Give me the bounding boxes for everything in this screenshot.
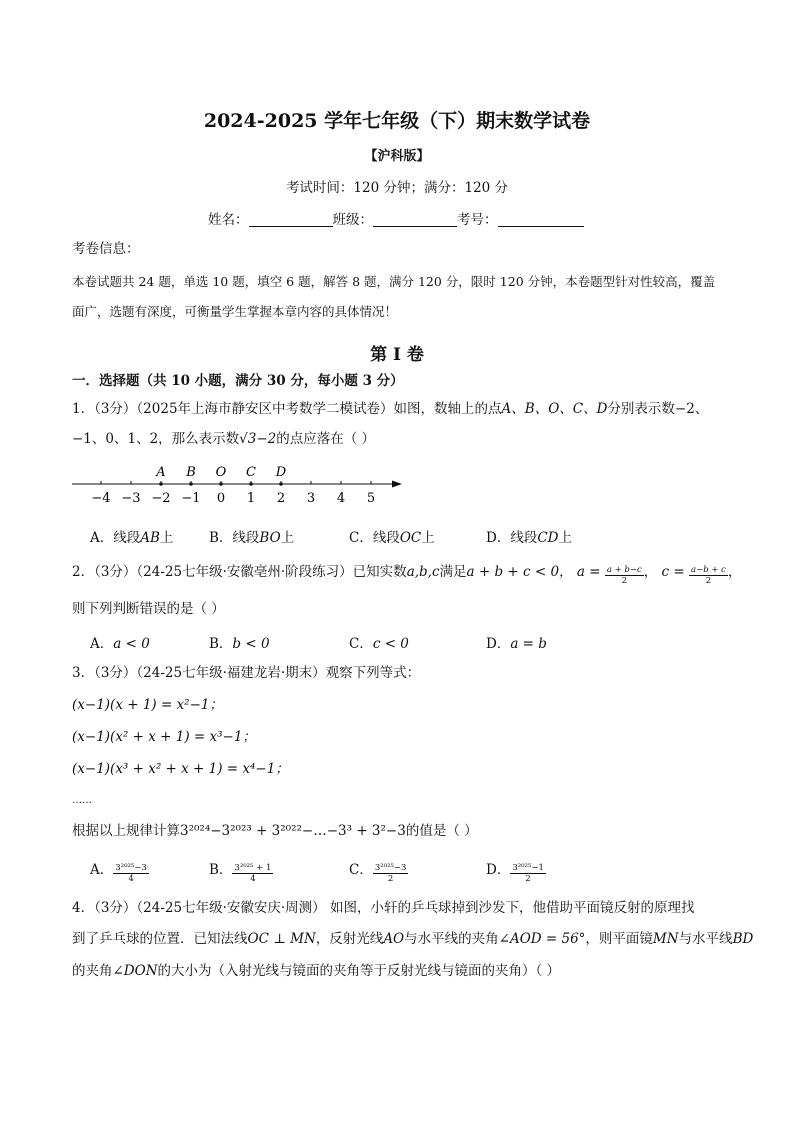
number-line-point	[159, 482, 163, 486]
name-blank	[249, 212, 333, 227]
fraction-denominator: 2	[525, 874, 531, 884]
q2-option-d[interactable]	[486, 632, 547, 652]
q4-text: ，反射光线	[315, 931, 384, 947]
option-letter: C．	[349, 636, 373, 652]
option-fraction	[232, 863, 273, 884]
q2-option-c[interactable]	[349, 632, 409, 652]
option-letter: C．	[349, 530, 373, 546]
fraction-denominator: 2	[705, 576, 712, 586]
q4-text: 的夹角	[72, 963, 113, 979]
number-line-point-label: A	[156, 465, 166, 480]
fraction-numerator: 3²⁰²⁵−1	[512, 863, 544, 873]
q2-a-fraction	[605, 565, 644, 586]
q2-condition: a + b + c < 0，	[466, 564, 573, 580]
q1-text-prefix: 1．（3分）（2025年上海市静安区中考数学二模试卷）如图，数轴上的点	[72, 401, 502, 417]
q4-text: 到了乒乓球的位置．已知法线	[72, 931, 248, 947]
q4-text: 与水平线的夹角	[404, 931, 499, 947]
number-line-point	[189, 482, 193, 486]
option-letter: A．	[90, 636, 114, 652]
number-line-point-label: O	[215, 465, 227, 480]
number-line-tick-label: −1	[181, 491, 201, 506]
option-segment: AB	[140, 530, 160, 546]
option-expr: c < 0	[372, 636, 409, 652]
option-expr: b < 0	[232, 636, 270, 652]
exam-notes-line1: 本卷试题共 24 题，单选 10 题，填空 6 题，解答 8 题，满分 120 分，限时 120 分钟，本卷题型针对性较高，覆盖	[72, 274, 716, 289]
id-label: 考号：	[457, 212, 498, 228]
number-line-tick-label: 4	[336, 491, 346, 506]
q4-math: ∠AOD = 56°	[498, 931, 586, 947]
option-letter: A．	[90, 530, 114, 546]
q4-math: AO	[383, 931, 405, 947]
edition-label: 【沪科版】	[364, 149, 430, 164]
q2-a-lhs: a =	[576, 564, 601, 580]
q3-calc-suffix: 的值是（ ）	[405, 823, 478, 839]
exam-title: 2024-2025 学年七年级（下）期末数学试卷	[203, 110, 591, 132]
option-letter: B．	[209, 530, 233, 546]
option-tail: 上	[558, 530, 572, 546]
number-line-tick-label: 3	[306, 491, 316, 506]
number-line-point-label: B	[186, 465, 196, 480]
q3-option-a[interactable]	[90, 858, 149, 884]
q3-option-d[interactable]	[486, 858, 546, 884]
q1-text-suffix: 分别表示数−2、	[607, 401, 709, 417]
class-label: 班级：	[332, 212, 373, 228]
fraction-numerator: 3²⁰²⁵−3	[115, 863, 147, 873]
q4-text: 的大小为（入射光线与镜面的夹角等于反射光线与镜面的夹角）（ ）	[157, 963, 561, 979]
number-line-point	[279, 482, 283, 486]
q3-equation-1: (x−1)(x + 1) = x²−1；	[72, 697, 223, 713]
option-letter: B．	[209, 636, 233, 652]
option-tail: 上	[159, 530, 174, 546]
q4-math: ∠DON	[112, 963, 158, 979]
q1-option-c[interactable]	[349, 526, 435, 546]
q1-line1	[72, 400, 708, 418]
section-heading: 一．选择题（共 10 小题，满分 30 分，每小题 3 分）	[72, 373, 404, 389]
option-segment: OC	[399, 530, 422, 546]
number-line-point	[249, 482, 253, 486]
option-letter: D．	[486, 636, 511, 652]
q1-points: A、B、O、C、D	[501, 401, 608, 417]
option-expr: a < 0	[113, 636, 150, 652]
q2-c-lhs: c =	[661, 564, 685, 580]
fraction-denominator: 4	[128, 874, 134, 884]
q4-line1: 4．（3分）（24-25七年级·安徽安庆·周测） 如图，小轩的乒乓球掉到沙发下，他借助平面镜反射的原理找	[72, 900, 695, 916]
class-blank	[373, 212, 457, 227]
number-line-point-label: C	[246, 465, 256, 480]
fraction-numerator: a−b + c	[691, 565, 726, 575]
number-line-figure	[70, 458, 410, 506]
option-text: 线段	[510, 530, 538, 546]
q3-calc-prefix: 根据以上规律计算	[72, 823, 180, 839]
q2-mid: 满足	[439, 564, 467, 580]
option-letter: D．	[486, 862, 511, 878]
q1-option-b[interactable]	[209, 526, 294, 546]
q3-calc-expr: 3²⁰²⁴−3²⁰²³ + 3²⁰²²−…−3³ + 3²−3	[180, 823, 406, 839]
q3-option-b[interactable]	[209, 858, 273, 884]
q4-text: ，则平面镜	[585, 931, 653, 947]
option-text: 线段	[232, 530, 260, 546]
option-fraction	[113, 863, 149, 884]
number-line-tick-label: −3	[121, 491, 141, 506]
volume-title: 第 I 卷	[370, 345, 424, 365]
exam-time-info: 考试时间：120 分钟；满分：120 分	[285, 180, 509, 196]
option-tail: 上	[280, 530, 295, 546]
option-letter: B．	[209, 862, 233, 878]
number-line-tick-label: 5	[366, 491, 376, 506]
q4-line3	[72, 962, 560, 980]
q2-option-a[interactable]	[90, 632, 150, 652]
option-letter: C．	[349, 862, 373, 878]
q3-calc-line	[72, 822, 478, 840]
q3-equation-3: (x−1)(x³ + x² + x + 1) = x⁴−1；	[72, 761, 289, 777]
q4-math: BD	[732, 931, 754, 947]
option-letter: A．	[90, 862, 114, 878]
option-tail: 上	[421, 530, 435, 546]
option-text: 线段	[113, 530, 141, 546]
q3-ellipsis: ……	[72, 795, 92, 806]
q1-line2-suffix: 的点应落在（ ）	[276, 431, 376, 447]
number-line-arrow	[392, 481, 402, 488]
option-segment: BO	[259, 530, 281, 546]
number-line-tick-label: −2	[151, 491, 171, 506]
fraction-denominator: 2	[621, 576, 627, 586]
fraction-numerator: 3²⁰²⁵−3	[374, 863, 407, 873]
q4-math: MN	[652, 931, 679, 947]
q3-line1: 3．（3分）（24-25七年级·福建龙岩·期末）观察下列等式：	[72, 665, 421, 681]
q1-sqrt-expr: √3−2	[239, 431, 277, 447]
q3-equation-2: (x−1)(x² + x + 1) = x³−1；	[72, 729, 256, 745]
option-letter: D．	[486, 530, 511, 546]
number-line-point-label: D	[275, 465, 287, 480]
number-line-tick-label: 1	[246, 491, 256, 506]
name-label: 姓名：	[208, 212, 249, 228]
fraction-numerator: a + b−c	[606, 565, 642, 575]
q1-line2-prefix: −1、0、1、2，那么表示数	[72, 431, 240, 447]
option-fraction	[510, 863, 546, 884]
q4-text: 与水平线	[678, 931, 733, 947]
fraction-denominator: 2	[387, 874, 394, 884]
q1-line2	[72, 430, 375, 448]
q1-option-a[interactable]	[90, 526, 173, 546]
q1-option-d[interactable]	[486, 526, 572, 546]
q2-c-fraction	[689, 565, 728, 586]
option-segment: CD	[537, 530, 559, 546]
q2-line1: 2．（3分）（24-25七年级·安徽亳州·阶段练习）已知实数a,b,c满足a + b + c < 0， a = $\frac{a + b-c}{2}$ ， c = $\frac{a-b + c}{2}$ ，	[72, 564, 742, 586]
number-line-tick-label: −4	[91, 491, 111, 506]
id-blank	[498, 212, 584, 227]
exam-notes-line2: 面广，选题有深度，可衡量学生掌握本章内容的具体情况！	[72, 304, 398, 319]
q2-option-b[interactable]	[209, 632, 270, 652]
fraction-numerator: 3²⁰²⁵ + 1	[234, 863, 272, 873]
q2-vars: a,b,c	[406, 564, 440, 580]
q2-line2: 则下列判断错误的是（ ）	[72, 601, 225, 617]
number-line-tick-label: 0	[216, 491, 226, 506]
option-fraction	[373, 863, 409, 884]
fraction-denominator: 4	[250, 874, 256, 884]
q2-text-prefix: 2．（3分）（24-25七年级·安徽亳州·阶段练习）已知实数	[72, 564, 407, 580]
q3-option-c[interactable]	[349, 858, 408, 884]
number-line-tick-label: 2	[276, 491, 286, 506]
student-info-row	[208, 208, 584, 228]
number-line-point	[219, 482, 223, 486]
q4-math: OC ⊥ MN	[247, 931, 316, 947]
option-expr: a = b	[510, 636, 547, 652]
exam-notes-heading: 考卷信息：	[72, 241, 140, 257]
option-text: 线段	[372, 530, 400, 546]
q4-line2	[72, 930, 753, 948]
